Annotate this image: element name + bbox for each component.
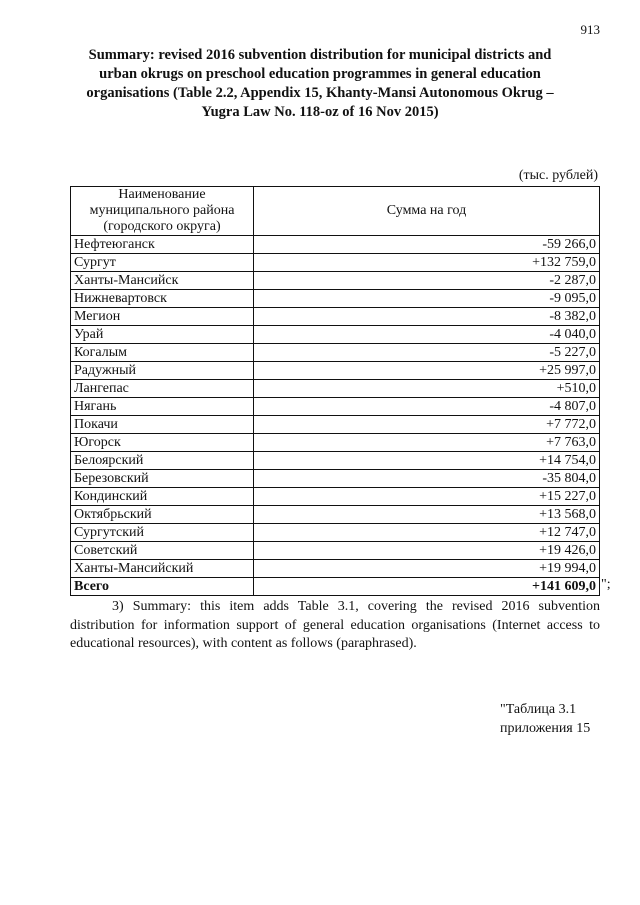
row-sum: +15 227,0 — [254, 488, 600, 506]
table-total-row — [71, 578, 600, 596]
table-row — [71, 272, 600, 290]
total-sum: +141 609,0 — [254, 578, 600, 596]
row-sum: +132 759,0 — [254, 254, 600, 272]
row-name: Радужный — [71, 362, 254, 380]
table-row — [71, 308, 600, 326]
row-name: Мегион — [71, 308, 254, 326]
row-name: Кондинский — [71, 488, 254, 506]
table-row — [71, 236, 600, 254]
row-name: Югорск — [71, 434, 254, 452]
table-row — [71, 362, 600, 380]
row-sum: +19 426,0 — [254, 542, 600, 560]
next-table-caption — [500, 700, 590, 738]
row-name: Нижневартовск — [71, 290, 254, 308]
row-sum: +7 763,0 — [254, 434, 600, 452]
row-sum: -59 266,0 — [254, 236, 600, 254]
table-row — [71, 398, 600, 416]
table-row — [71, 344, 600, 362]
table-header-row — [71, 187, 600, 236]
next-table-caption-line1: "Таблица 3.1 — [500, 702, 577, 717]
next-table-caption-line2: приложения 15 — [500, 721, 591, 736]
row-name: Покачи — [71, 416, 254, 434]
row-sum: +7 772,0 — [254, 416, 600, 434]
row-name: Ханты-Мансийский — [71, 560, 254, 578]
page-number: 913 — [580, 22, 600, 37]
table-row — [71, 452, 600, 470]
row-name: Ханты-Мансийск — [71, 272, 254, 290]
row-sum: +510,0 — [254, 380, 600, 398]
row-name: Урай — [71, 326, 254, 344]
row-sum: +12 747,0 — [254, 524, 600, 542]
table-row — [71, 254, 600, 272]
row-name: Когалым — [71, 344, 254, 362]
table-row — [71, 506, 600, 524]
table-row — [71, 560, 600, 578]
row-name: Сургут — [71, 254, 254, 272]
table-row — [71, 542, 600, 560]
total-label: Всего — [71, 578, 254, 596]
table-row — [71, 326, 600, 344]
row-name: Нягань — [71, 398, 254, 416]
column-header-name: Наименование муниципального района (городского округа) — [71, 187, 254, 236]
table-row — [71, 380, 600, 398]
table-row — [71, 290, 600, 308]
row-name: Советский — [71, 542, 254, 560]
row-sum: +13 568,0 — [254, 506, 600, 524]
row-name: Березовский — [71, 470, 254, 488]
row-name: Лангепас — [71, 380, 254, 398]
table-row — [71, 524, 600, 542]
row-name: Нефтеюганск — [71, 236, 254, 254]
row-sum: -35 804,0 — [254, 470, 600, 488]
subvention-table — [70, 186, 600, 596]
amendment-text: 3) Summary: this item adds Table 3.1, covering the revised 2016 subvention distribution for information support of general education organisations (Internet access to educational resources), with content as follows (paraphrased). — [70, 599, 600, 651]
column-header-sum: Сумма на год — [254, 187, 600, 236]
table-row — [71, 416, 600, 434]
row-sum: +25 997,0 — [254, 362, 600, 380]
table-row — [71, 488, 600, 506]
amendment-paragraph — [70, 598, 600, 654]
row-sum: +19 994,0 — [254, 560, 600, 578]
row-name: Октябрьский — [71, 506, 254, 524]
row-name: Белоярский — [71, 452, 254, 470]
table-row — [71, 470, 600, 488]
row-sum: -5 227,0 — [254, 344, 600, 362]
document-title: Summary: revised 2016 subvention distribution for municipal districts and urban okrugs on preschool education programmes in general education organisations (Table 2.2, Appendix 15, Khanty-Mansi Autonomous Okrug – Yugra Law No. 118-oz of 16 Nov 2015) — [86, 47, 554, 120]
row-sum: -4 040,0 — [254, 326, 600, 344]
row-name: Сургутский — [71, 524, 254, 542]
row-sum: -2 287,0 — [254, 272, 600, 290]
row-sum: -8 382,0 — [254, 308, 600, 326]
quote-close-mark: "; — [601, 577, 611, 592]
row-sum: -9 095,0 — [254, 290, 600, 308]
units-note: (тыс. рублей) — [518, 168, 598, 183]
row-sum: -4 807,0 — [254, 398, 600, 416]
table-row — [71, 434, 600, 452]
row-sum: +14 754,0 — [254, 452, 600, 470]
